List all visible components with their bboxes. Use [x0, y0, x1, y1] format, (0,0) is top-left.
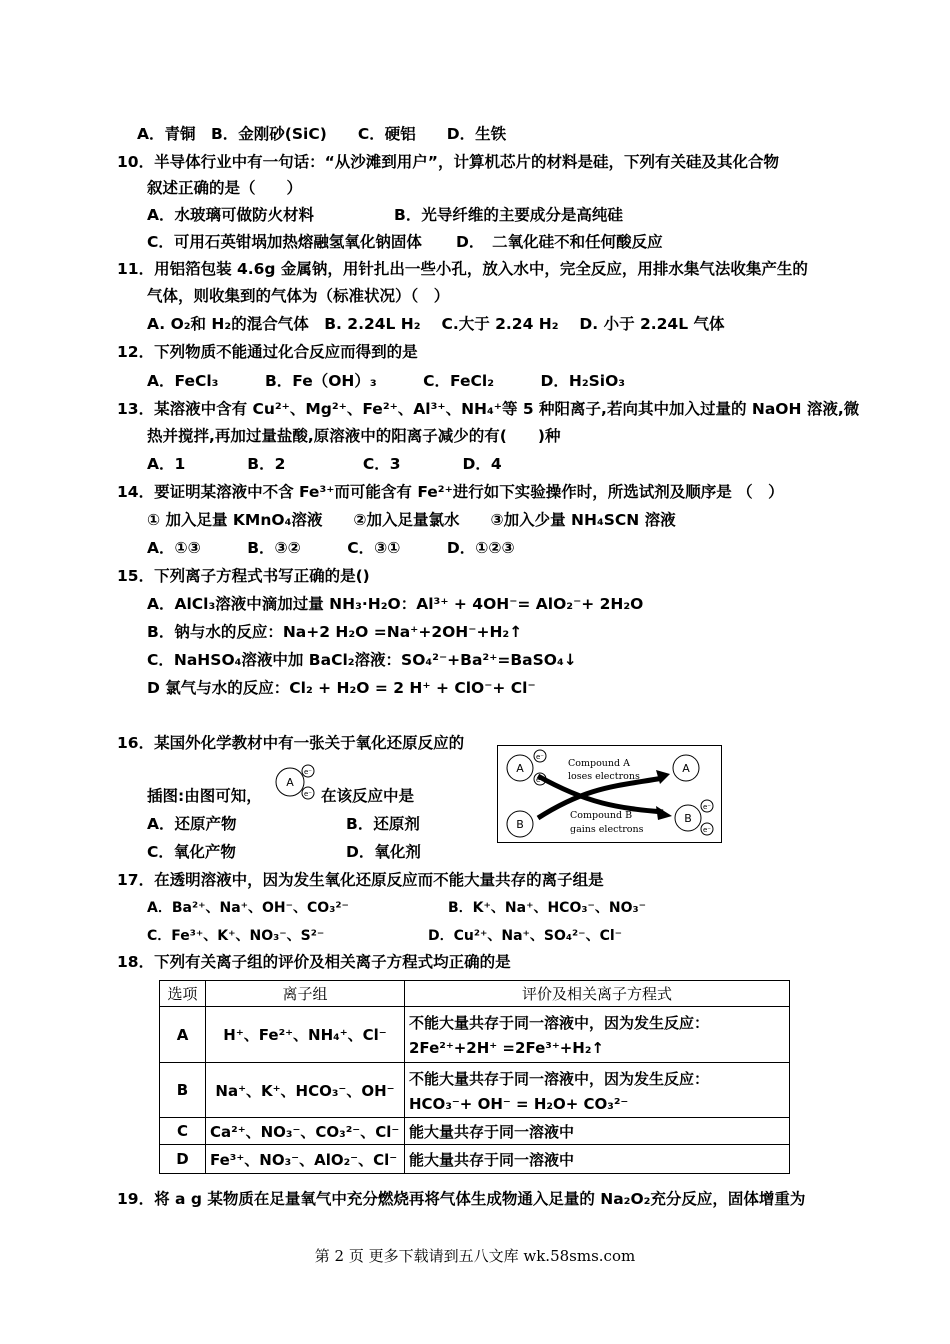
- q13-stem-line1: [117, 399, 859, 419]
- row-evaluation: [405, 1007, 790, 1063]
- redox-diagram: [498, 746, 721, 842]
- q17-number: 17．: [117, 871, 155, 889]
- q14-number: 14．: [117, 483, 155, 501]
- q17-option-b: B．K⁺、Na⁺、HCO₃⁻、NO₃⁻: [448, 900, 647, 916]
- table-row: [160, 1007, 790, 1063]
- q16-stem-2b: 在该反应中是: [321, 787, 415, 805]
- q13-number: 13．: [117, 400, 155, 418]
- q13-stem-1: 某溶液中含有 Cu²⁺、Mg²⁺、Fe²⁺、Al³⁺、NH₄⁺等 5 种阳离子,若向其中加入过量的 NaOH 溶液,微: [154, 400, 860, 418]
- row-ions: H⁺、Fe²⁺、NH₄⁺、Cl⁻: [206, 1007, 405, 1063]
- q15-option-d: D 氯气与水的反应：Cl₂ + H₂O = 2 H⁺ + ClO⁻+ Cl⁻: [147, 679, 536, 697]
- q19-stem: 将 a g 某物质在足量氧气中充分燃烧再将气体生成物通入足量的 Na₂O₂充分反应，固体增重为: [154, 1190, 806, 1208]
- q16-inline-e2: e⁻: [303, 790, 313, 798]
- q14-stem-line: [117, 482, 784, 502]
- q10-stem-1: 半导体行业中有一句话：“从沙滩到用户”，计算机芯片的材料是硅，下列有关硅及其化合物: [154, 153, 779, 171]
- row-option: B: [160, 1063, 206, 1118]
- q11-stem-line1: [117, 259, 808, 279]
- q16-stem-2a: 插图:由图可知，: [147, 787, 262, 805]
- electron-label: e⁻: [535, 753, 545, 761]
- q17-stem-line: [117, 870, 604, 890]
- q15-option-a: A．AlCl₃溶液中滴加过量 NH₃·H₂O：Al³⁺ + 4OH⁻= AlO₂⁻+ 2H₂O: [147, 595, 644, 613]
- q15-option-c: C．NaHSO₄溶液中加 BaCl₂溶液：SO₄²⁻+Ba²⁺=BaSO₄↓: [147, 651, 577, 669]
- q15-stem-line: [117, 566, 370, 586]
- q15-number: 15．: [117, 567, 155, 585]
- row-eval-2: 2Fe²⁺+2H⁺ =2Fe³⁺+H₂↑: [409, 1039, 604, 1057]
- q9-options: A．青铜 B．金刚砂(SiC) C．硬铝 D．生铁: [137, 125, 507, 143]
- q10-stem-2: 叙述正确的是（ ）: [147, 179, 303, 197]
- row-evaluation: 能大量共存于同一溶液中: [405, 1118, 790, 1145]
- page-footer: 第 2 页 更多下载请到五八文库 wk.58sms.com: [314, 1247, 636, 1265]
- row-ions: Ca²⁺、NO₃⁻、CO₃²⁻、Cl⁻: [206, 1118, 405, 1145]
- q16-inline-e1: e⁻: [303, 768, 313, 776]
- label-loses-electrons: loses electrons: [568, 771, 640, 782]
- q11-options: A. O₂和 H₂的混合气体 B. 2.24L H₂ C.大于 2.24 H₂ D. 小于 2.24L 气体: [147, 315, 725, 333]
- q10-option-b: B．光导纤维的主要成分是高纯硅: [394, 206, 623, 224]
- q17-option-a: A．Ba²⁺、Na⁺、OH⁻、CO₃²⁻: [147, 900, 349, 916]
- q12-stem: 下列物质不能通过化合反应而得到的是: [154, 343, 418, 361]
- q16-option-d: D．氧化剂: [346, 843, 421, 861]
- row-ions: Fe³⁺、NO₃⁻、AlO₂⁻、Cl⁻: [206, 1145, 405, 1174]
- row-eval-1: 不能大量共存于同一溶液中，因为发生反应：: [409, 1069, 710, 1088]
- q16-number: 16．: [117, 734, 155, 752]
- q16-option-a: A．还原产物: [147, 815, 237, 833]
- row-option: C: [160, 1118, 206, 1145]
- table-row: [160, 1118, 790, 1145]
- row-eval-1: 不能大量共存于同一溶液中，因为发生反应：: [409, 1014, 710, 1032]
- header-evaluation: 评价及相关离子方程式: [405, 981, 790, 1007]
- q16-option-c: C．氧化产物: [147, 843, 236, 861]
- compound-a-right-label: A: [682, 762, 690, 775]
- q12-options: A．FeCl₃ B．Fe（OH）₃ C．FeCl₂ D．H₂SiO₃: [147, 372, 626, 390]
- electron-label: e⁻: [535, 776, 545, 784]
- row-evaluation: 能大量共存于同一溶液中: [405, 1145, 790, 1174]
- compound-a-left-label: A: [516, 762, 524, 775]
- q14-reagents: ① 加入足量 KMnO₄溶液 ②加入足量氯水 ③加入少量 NH₄SCN 溶液: [147, 511, 676, 529]
- q15-stem: 下列离子方程式书写正确的是(): [154, 567, 370, 585]
- row-evaluation: [405, 1063, 790, 1118]
- table-row: [160, 1145, 790, 1174]
- q11-number: 11．: [117, 260, 155, 278]
- header-ions: 离子组: [206, 981, 405, 1007]
- q11-stem-1: 用铝箔包装 4.6g 金属钠，用针扎出一些小孔，放入水中，完全反应，用排水集气法收集产生的: [154, 260, 808, 278]
- row-ions: Na⁺、K⁺、HCO₃⁻、OH⁻: [206, 1063, 405, 1118]
- q16-inline-a-label: A: [286, 776, 294, 789]
- q10-option-c: C．可用石英钳埚加热熔融氢氧化钠固体: [147, 233, 422, 251]
- q18-stem-line: [117, 952, 511, 972]
- q16-stem-1: 某国外化学教材中有一张关于氧化还原反应的: [154, 734, 465, 752]
- q15-option-b: B．钠与水的反应：Na+2 H₂O =Na⁺+2OH⁻+H₂↑: [147, 623, 523, 641]
- q18-table: [159, 980, 790, 1174]
- q12-stem-line: [117, 342, 418, 362]
- q19-number: 19．: [117, 1190, 155, 1208]
- label-compound-a: Compound A: [568, 758, 630, 769]
- table-header-row: [160, 981, 790, 1007]
- q10-number: 10．: [117, 153, 155, 171]
- q16-stem-line1: [117, 733, 464, 753]
- row-option: A: [160, 1007, 206, 1063]
- q16-option-b: B．还原剂: [346, 815, 420, 833]
- q19-stem-line: [117, 1189, 805, 1209]
- q11-stem-2: 气体，则收集到的气体为（标准状况）（ ）: [147, 287, 450, 305]
- table-row: [160, 1063, 790, 1118]
- q13-options: A．1 B．2 C．3 D．4: [147, 455, 502, 473]
- q16-inline-compound-a-icon: [272, 760, 320, 804]
- q12-number: 12．: [117, 343, 155, 361]
- q10-stem-line1: [117, 152, 779, 172]
- q14-options: A．①③ B．③② C．③① D．①②③: [147, 539, 515, 557]
- q18-number: 18．: [117, 953, 155, 971]
- electron-label: e⁻: [702, 826, 712, 834]
- q17-option-d: D．Cu²⁺、Na⁺、SO₄²⁻、Cl⁻: [428, 928, 623, 944]
- q10-option-a: A．水玻璃可做防火材料: [147, 206, 314, 224]
- q17-option-c: C．Fe³⁺、K⁺、NO₃⁻、S²⁻: [147, 928, 325, 944]
- q14-stem: 要证明某溶液中不含 Fe³⁺而可能含有 Fe²⁺进行如下实验操作时，所选试剂及顺序是 （ ）: [154, 483, 784, 501]
- compound-b-left-label: B: [516, 818, 524, 831]
- q10-option-d: D． 二氧化硅不和任何酸反应: [456, 233, 663, 251]
- q18-stem: 下列有关离子组的评价及相关离子方程式均正确的是: [154, 953, 511, 971]
- q16-redox-figure: [497, 745, 722, 843]
- row-eval-2: HCO₃⁻+ OH⁻ = H₂O+ CO₃²⁻: [409, 1094, 629, 1113]
- arrow-a-head: [656, 770, 670, 784]
- label-compound-b: Compound B: [570, 810, 633, 821]
- compound-b-right-label: B: [684, 812, 692, 825]
- arrow-b-head: [656, 806, 672, 820]
- label-gains-electrons: gains electrons: [570, 824, 644, 835]
- q13-stem-2: 热并搅拌,再加过量盐酸,原溶液中的阳离子减少的有( )种: [147, 427, 561, 445]
- row-option: D: [160, 1145, 206, 1174]
- q17-stem: 在透明溶液中，因为发生氧化还原反应而不能大量共存的离子组是: [154, 871, 604, 889]
- header-option: 选项: [160, 981, 206, 1007]
- electron-label: e⁻: [702, 803, 712, 811]
